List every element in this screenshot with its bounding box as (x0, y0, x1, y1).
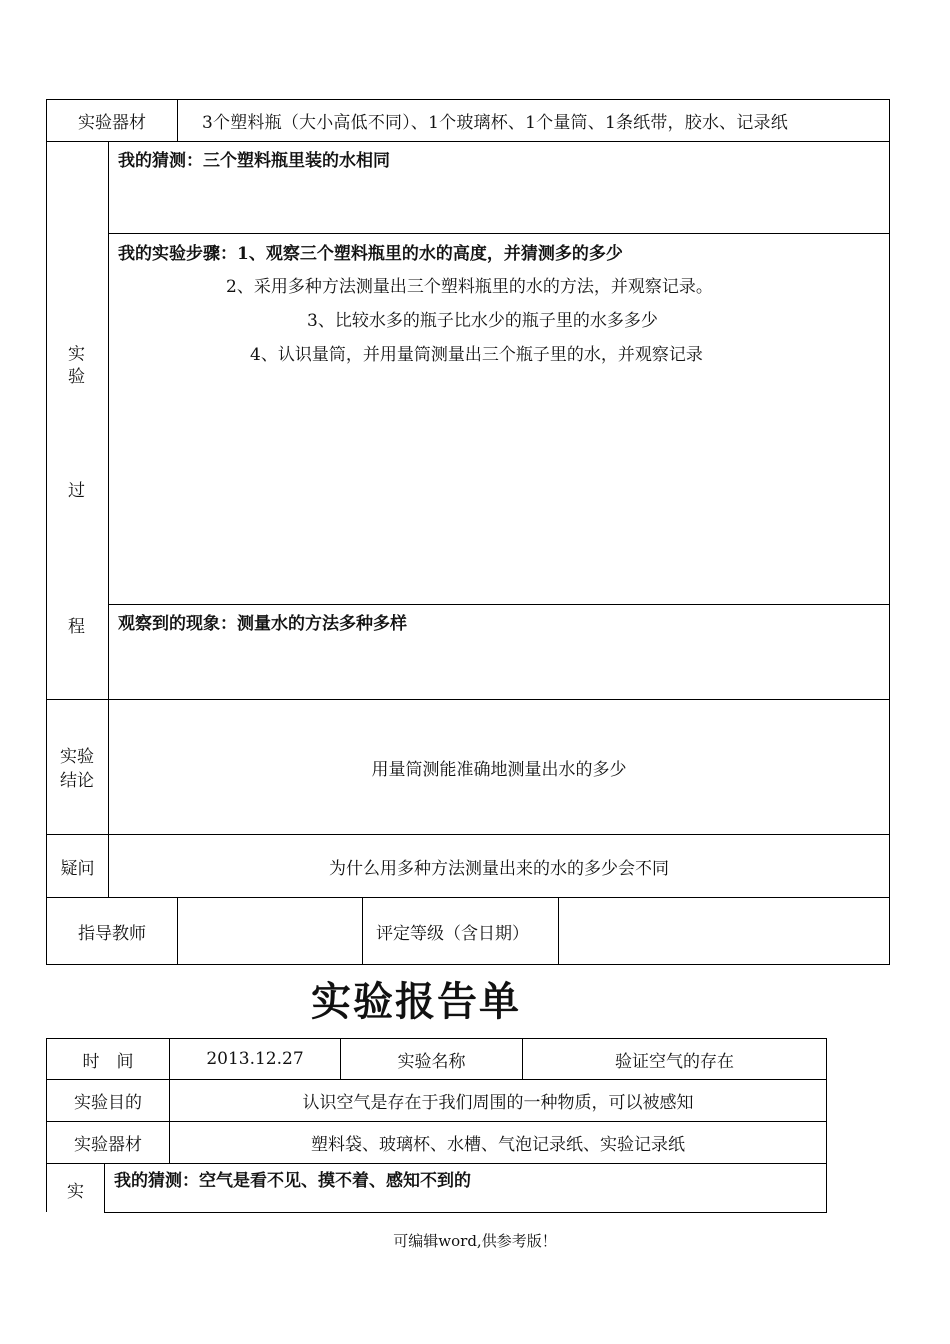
grade-label-cell (362, 897, 559, 965)
conclusion-value-cell (108, 699, 890, 835)
time-value-cell (169, 1038, 341, 1080)
teacher-value-cell (177, 897, 363, 965)
equipment-label-cell (46, 99, 178, 142)
equipment-value-cell (177, 99, 890, 142)
step-4: 4、认识量筒，并用量筒测量出三个瓶子里的水，并观察记录 (250, 345, 703, 365)
question-label: 疑问 (60, 858, 95, 879)
phenomenon-cell (108, 604, 890, 700)
purpose-label-cell (46, 1079, 170, 1122)
process-char-4: 程 (68, 617, 85, 637)
step-3: 3、比较水多的瓶子比水少的瓶子里的水多多少 (307, 311, 658, 331)
footer-note: 可编辑word,供参考版！ (393, 1232, 557, 1250)
process-char-1: 实 (68, 344, 85, 365)
process-label-cell (46, 141, 109, 700)
process-char-2: 验 (68, 367, 85, 387)
report-title: 实验报告单 (311, 978, 521, 1025)
steps-cell (108, 233, 890, 605)
time-value: 2013.12.27 (206, 1049, 304, 1069)
guess2-cell (104, 1163, 827, 1213)
question-value: 为什么用多种方法测量出来的水的多少会不同 (329, 858, 669, 879)
process2-char: 实 (67, 1182, 84, 1202)
name-label: 实验名称 (397, 1051, 466, 1072)
purpose-label: 实验目的 (74, 1093, 142, 1113)
teacher-label: 指导教师 (78, 923, 146, 944)
equipment2-value: 塑料袋、玻璃杯、水槽、气泡记录纸、实验记录纸 (311, 1135, 685, 1155)
conclusion-label-cell (46, 699, 109, 835)
question-label-cell (46, 834, 109, 898)
conclusion-label-2: 结论 (60, 771, 94, 791)
equipment-value: 3个塑料瓶（大小高低不同）、1个玻璃杯、1个量筒、1条纸带，胶水、记录纸 (202, 113, 788, 133)
name-value-cell (522, 1038, 827, 1080)
equipment2-label-cell (46, 1121, 170, 1164)
guess-cell (108, 141, 890, 234)
grade-value-cell (558, 897, 890, 965)
steps-intro: 我的实验步骤：1、观察三个塑料瓶里的水的高度，并猜测多的多少 (118, 244, 623, 264)
name-label-cell (340, 1038, 523, 1080)
time-label: 时 间 (82, 1051, 134, 1072)
conclusion-value: 用量筒测能准确地测量出水的多少 (371, 759, 627, 780)
name-value: 验证空气的存在 (615, 1051, 734, 1072)
time-label-cell (46, 1038, 170, 1080)
step-2: 2、采用多种方法测量出三个塑料瓶里的水的方法，并观察记录。 (226, 277, 713, 297)
guess2-text: 我的猜测：空气是看不见、摸不着、感知不到的 (114, 1171, 471, 1191)
process2-label-cell (46, 1163, 105, 1212)
teacher-label-cell (46, 897, 178, 965)
equipment2-value-cell (169, 1121, 827, 1164)
equipment2-label: 实验器材 (74, 1135, 142, 1155)
purpose-value-cell (169, 1079, 827, 1122)
purpose-value: 认识空气是存在于我们周围的一种物质，可以被感知 (302, 1093, 694, 1113)
conclusion-label-1: 实验 (60, 747, 94, 767)
process-char-3: 过 (68, 481, 85, 501)
question-value-cell (108, 834, 890, 898)
equipment-label: 实验器材 (78, 113, 146, 133)
phenomenon-text: 观察到的现象：测量水的方法多种多样 (118, 614, 407, 634)
guess-text: 我的猜测：三个塑料瓶里装的水相同 (118, 151, 390, 171)
grade-label: 评定等级（含日期） (376, 923, 529, 944)
